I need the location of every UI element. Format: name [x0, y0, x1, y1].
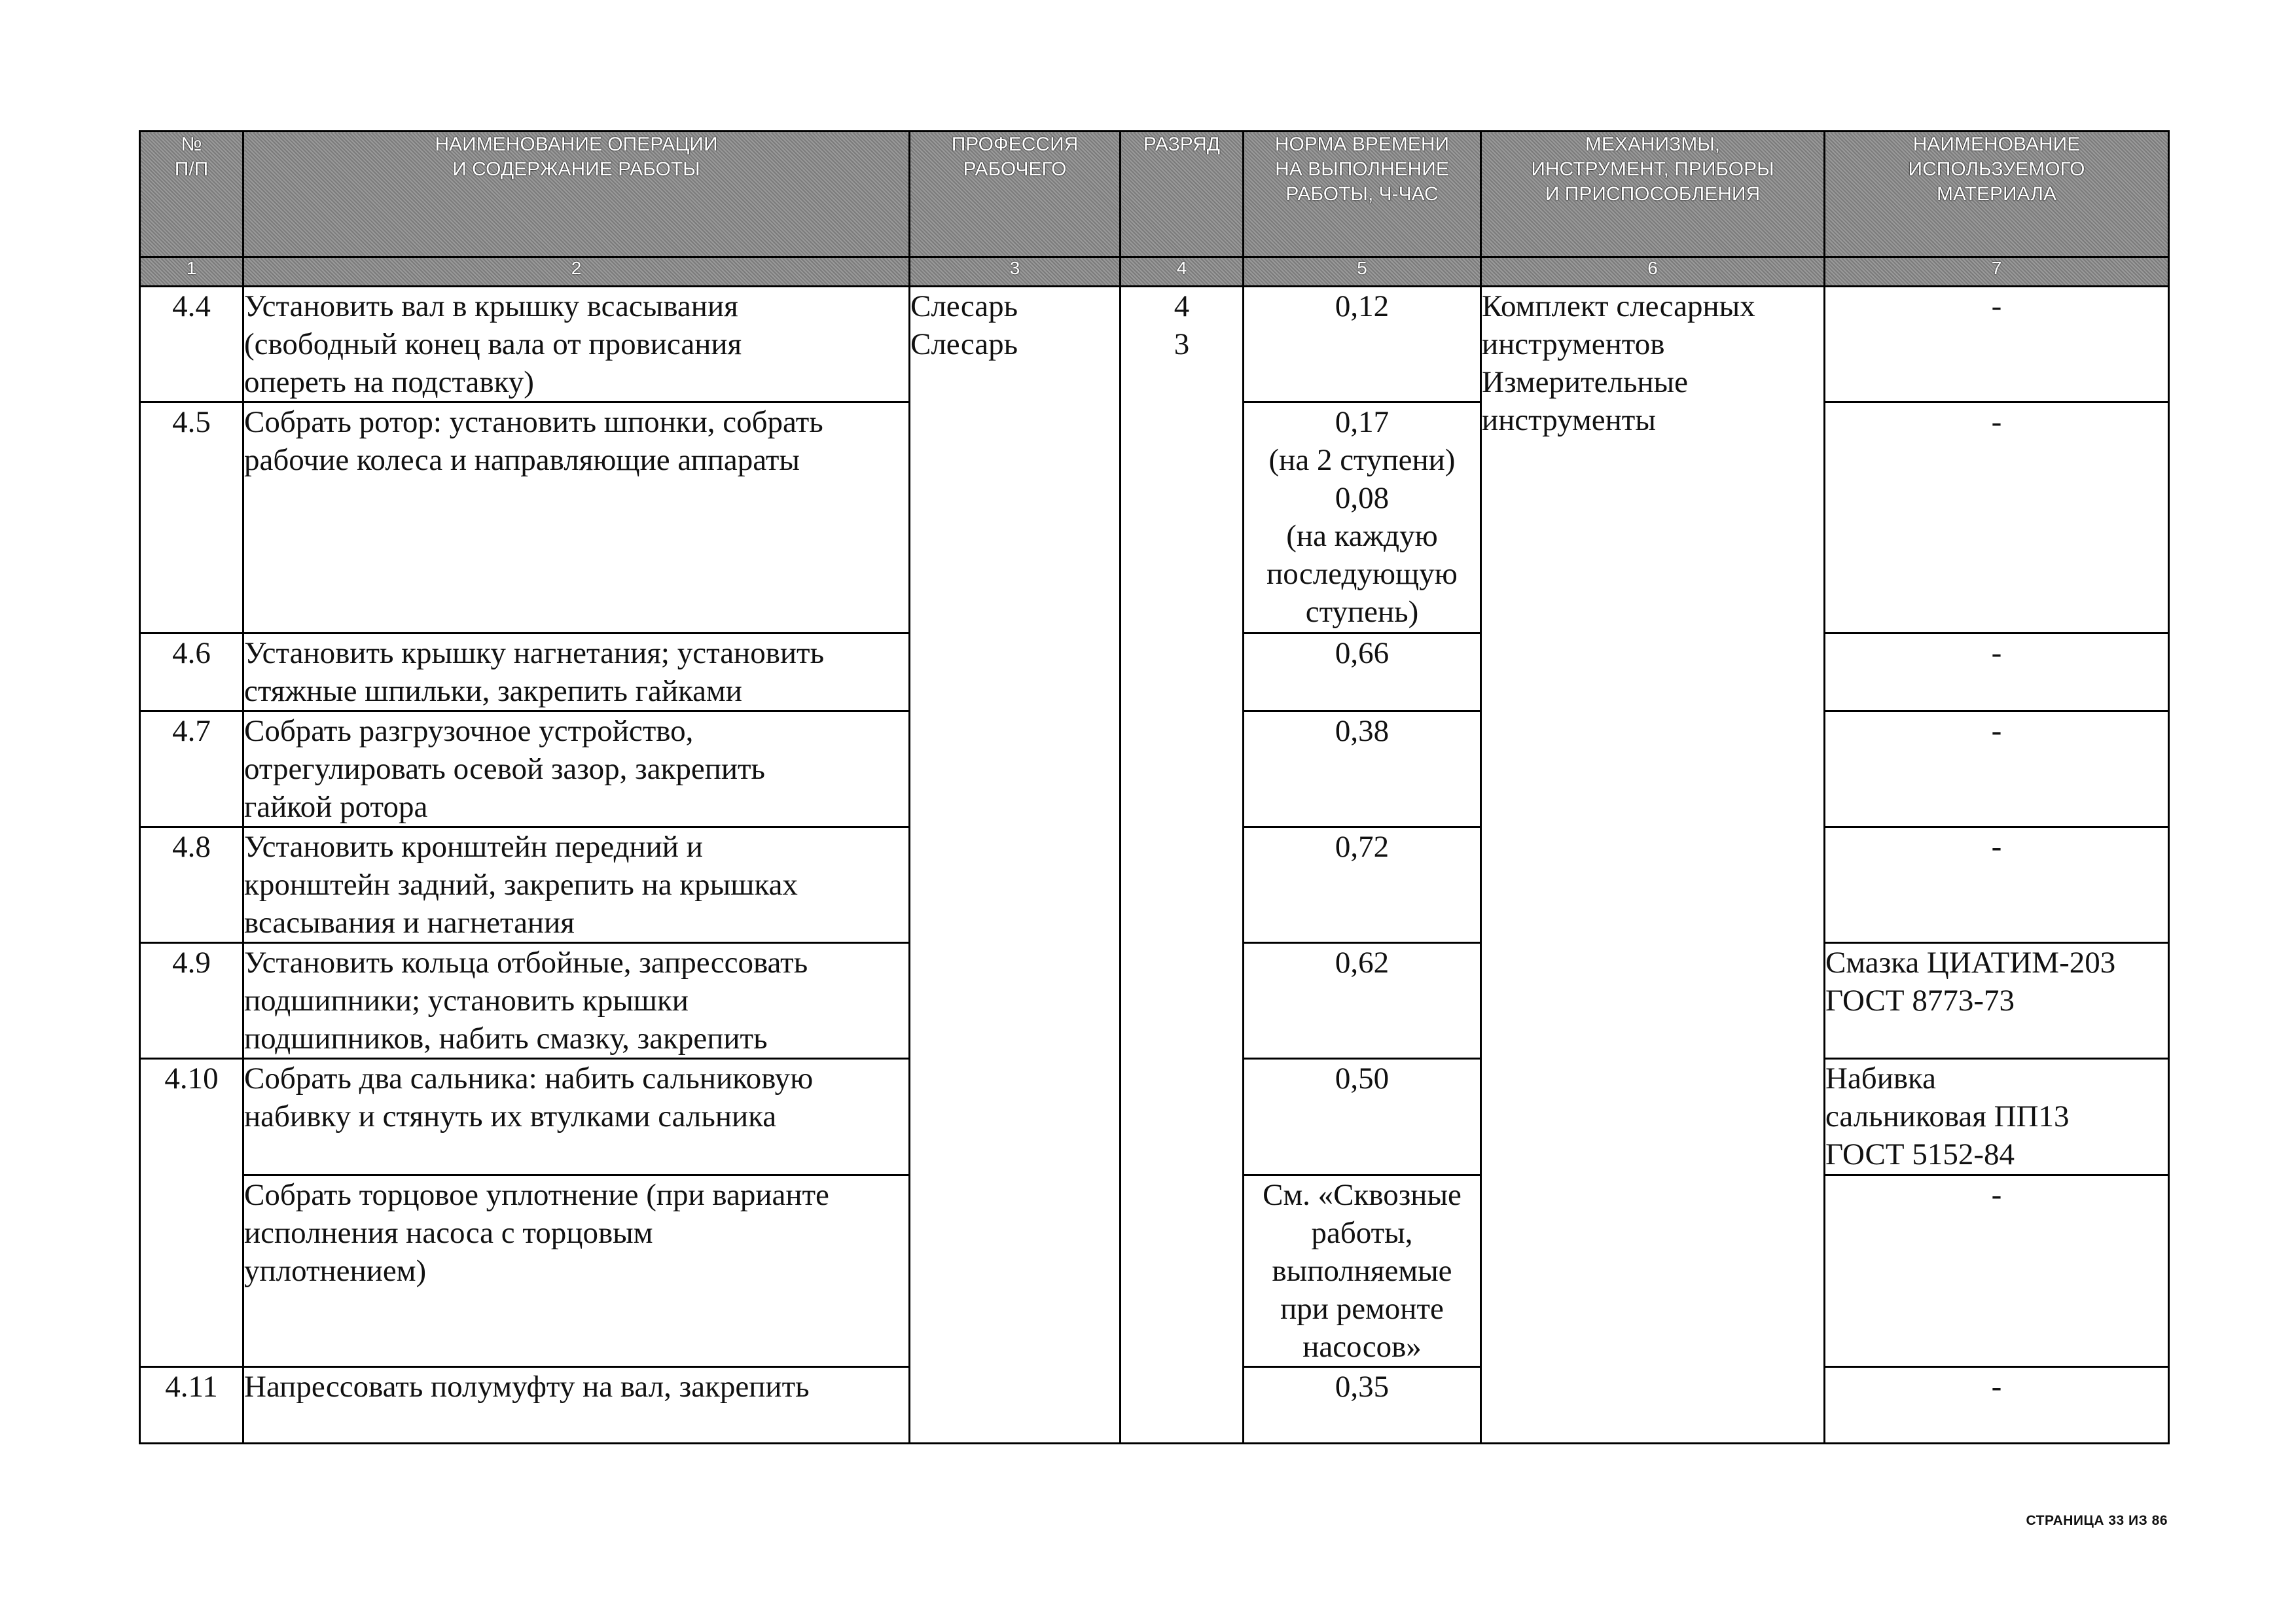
material-cell: -	[1825, 402, 2169, 633]
header-cell-grade: РАЗРЯД	[1121, 132, 1244, 257]
row-number: 4.11	[140, 1367, 243, 1444]
material-cell: -	[1825, 633, 2169, 711]
row-number: 4.4	[140, 287, 243, 402]
material-cell: -	[1825, 827, 2169, 943]
time-norm: 0,62	[1244, 943, 1481, 1059]
operation-text: Собрать разгрузочное устройство, отрегулировать осевой зазор, закрепить гайкой ротора	[243, 711, 910, 827]
material-cell: -	[1825, 1367, 2169, 1444]
header-cell-mechanisms: МЕХАНИЗМЫ, ИНСТРУМЕНТ, ПРИБОРЫ И ПРИСПОСОБЛЕНИЯ	[1481, 132, 1825, 257]
profession-cell: Слесарь Слесарь	[910, 287, 1121, 1444]
material-cell: -	[1825, 287, 2169, 402]
header-cell-operation: НАИМЕНОВАНИЕ ОПЕРАЦИИ И СОДЕРЖАНИЕ РАБОТЫ	[243, 132, 910, 257]
row-number: 4.5	[140, 402, 243, 633]
header-cell-time-norm: НОРМА ВРЕМЕНИ НА ВЫПОЛНЕНИЕ РАБОТЫ, Ч-ЧАС	[1244, 132, 1481, 257]
time-norm: 0,17 (на 2 ступени) 0,08 (на каждую последующую ступень)	[1244, 402, 1481, 633]
table-row	[140, 287, 2169, 402]
time-norm: 0,35	[1244, 1367, 1481, 1444]
operation-text: Установить крышку нагнетания; установить стяжные шпильки, закрепить гайками	[243, 633, 910, 711]
operation-text: Установить вал в крышку всасывания (свободный конец вала от провисания опереть на подставку)	[243, 287, 910, 402]
row-number: 4.7	[140, 711, 243, 827]
header-cell-number: № П/П	[140, 132, 243, 257]
material-cell: -	[1825, 711, 2169, 827]
material-cell: Смазка ЦИАТИМ-203 ГОСТ 8773-73	[1825, 943, 2169, 1059]
column-number: 1	[140, 257, 243, 287]
row-number: 4.10	[140, 1059, 243, 1367]
time-norm: 0,66	[1244, 633, 1481, 711]
column-number: 5	[1244, 257, 1481, 287]
time-norm: 0,12	[1244, 287, 1481, 402]
time-norm: См. «Сквозные работы, выполняемые при ремонте насосов»	[1244, 1175, 1481, 1367]
row-number: 4.8	[140, 827, 243, 943]
grade-cell: 4 3	[1121, 287, 1244, 1444]
material-cell: -	[1825, 1175, 2169, 1367]
operation-text: Собрать два сальника: набить сальниковую набивку и стянуть их втулками сальника	[243, 1059, 910, 1175]
mechanisms-cell: Комплект слесарных инструментов Измерительные инструменты	[1481, 287, 1825, 1444]
page-number: СТРАНИЦА 33 ИЗ 86	[2026, 1513, 2168, 1528]
column-number: 2	[243, 257, 910, 287]
time-norm: 0,50	[1244, 1059, 1481, 1175]
header-cell-profession: ПРОФЕССИЯ РАБОЧЕГО	[910, 132, 1121, 257]
column-number: 7	[1825, 257, 2169, 287]
operations-table	[139, 130, 2170, 1444]
operation-text: Собрать ротор: установить шпонки, собрать рабочие колеса и направляющие аппараты	[243, 402, 910, 633]
column-number: 4	[1121, 257, 1244, 287]
material-cell: Набивка сальниковая ПП13 ГОСТ 5152-84	[1825, 1059, 2169, 1175]
column-number: 6	[1481, 257, 1825, 287]
operation-text: Установить кронштейн передний и кронштейн задний, закрепить на крышках всасывания и нагнетания	[243, 827, 910, 943]
row-number: 4.9	[140, 943, 243, 1059]
time-norm: 0,72	[1244, 827, 1481, 943]
header-row	[140, 132, 2169, 257]
operation-text: Собрать торцовое уплотнение (при варианте исполнения насоса с торцовым уплотнением)	[243, 1175, 910, 1367]
header-cell-material: НАИМЕНОВАНИЕ ИСПОЛЬЗУЕМОГО МАТЕРИАЛА	[1825, 132, 2169, 257]
column-number: 3	[910, 257, 1121, 287]
time-norm: 0,38	[1244, 711, 1481, 827]
operation-text: Напрессовать полумуфту на вал, закрепить	[243, 1367, 910, 1444]
operation-text: Установить кольца отбойные, запрессовать подшипники; установить крышки подшипников, набить смазку, закрепить	[243, 943, 910, 1059]
column-number-row	[140, 257, 2169, 287]
row-number: 4.6	[140, 633, 243, 711]
